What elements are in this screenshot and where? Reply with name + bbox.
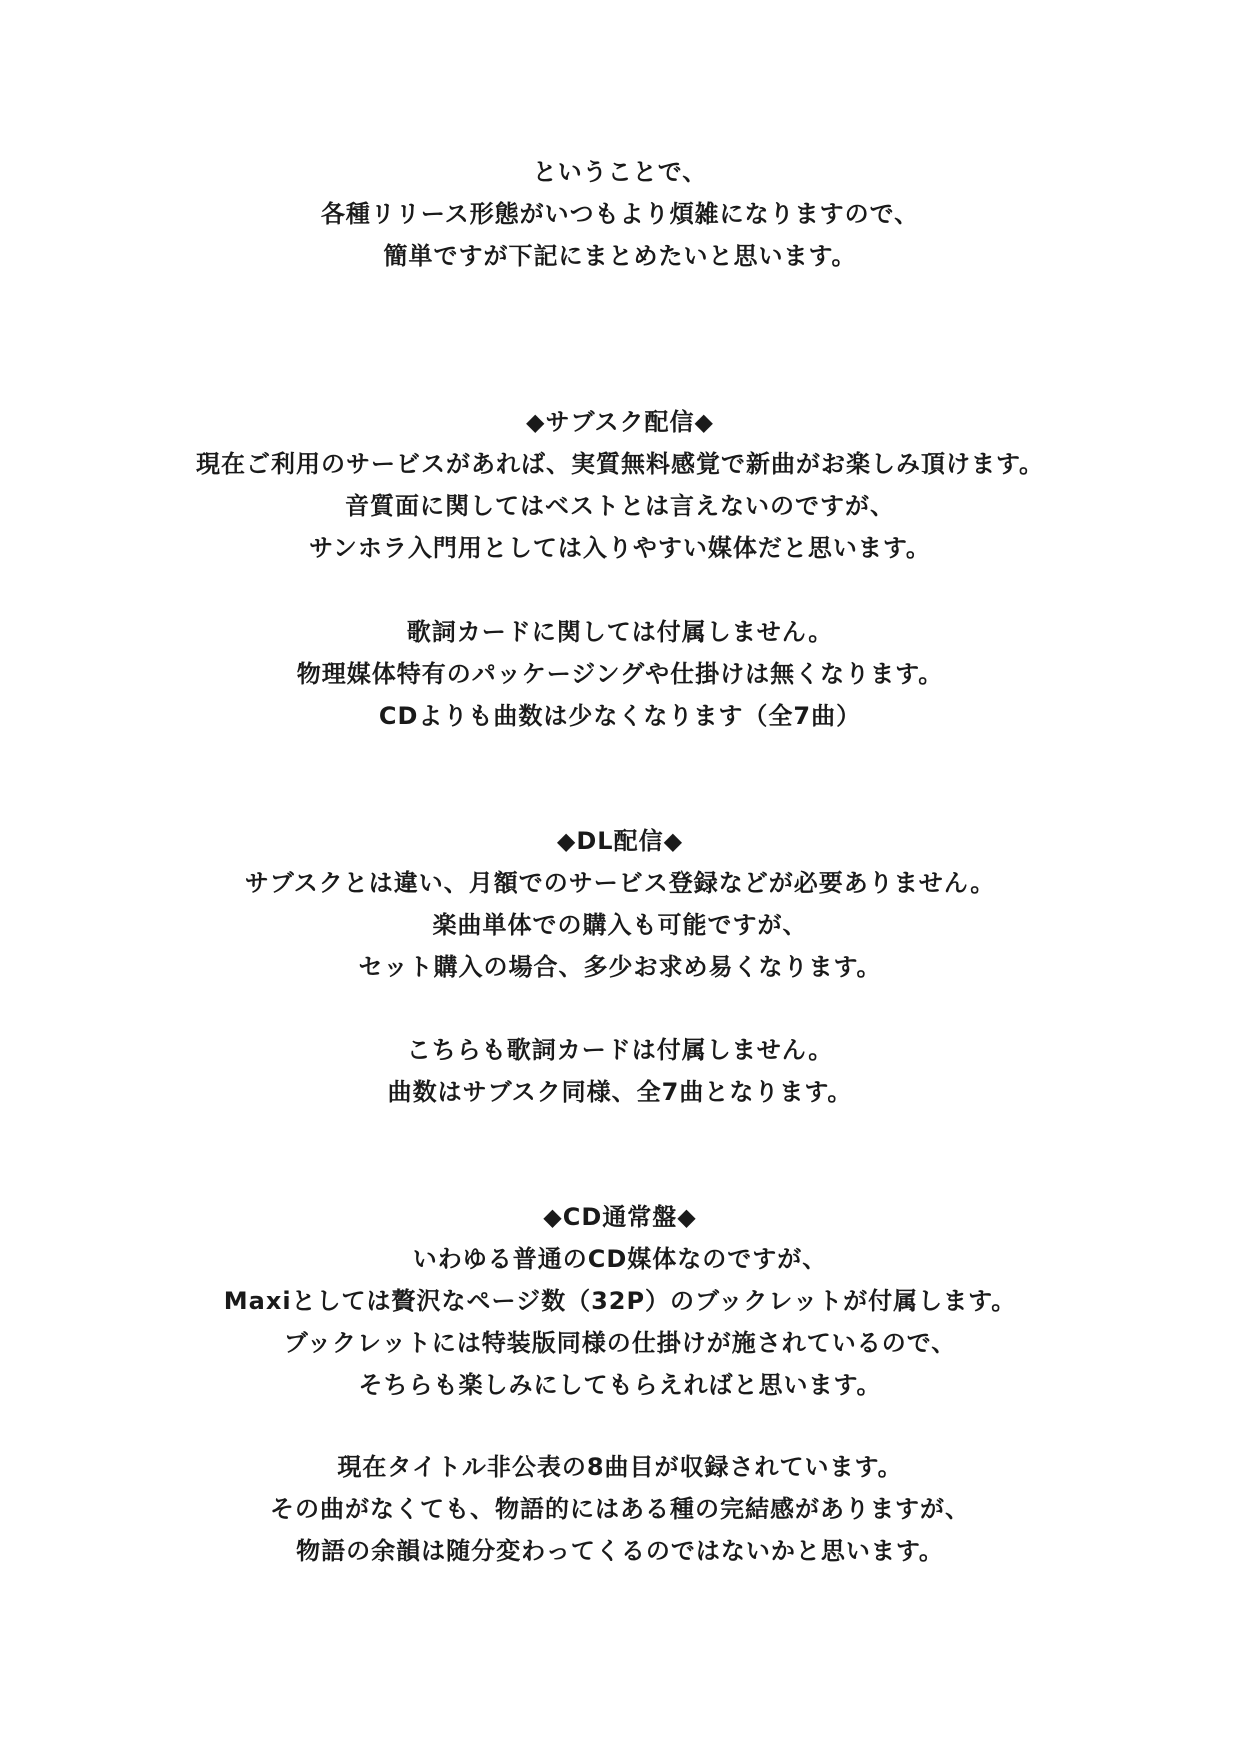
- download-note-line: 曲数はサブスク同様、全7曲となります。: [387, 1078, 853, 1106]
- subscription-line: サンホラ入門用としては入りやすい媒体だと思います。: [309, 534, 931, 562]
- subscription-note-line: 物理媒体特有のパッケージングや仕掛けは無くなります。: [296, 660, 944, 688]
- intro-line: 各種リリース形態がいつもより煩雑になりますので、: [320, 200, 920, 228]
- cd-line: ブックレットには特装版同様の仕掛けが施されているので、: [283, 1329, 957, 1357]
- intro-block: [0, 151, 1240, 277]
- cd-line: Maxiとしては贅沢なページ数（32P）のブックレットが付属します。: [223, 1287, 1017, 1315]
- download-notes: [0, 1029, 1240, 1113]
- subscription-note-line: CDよりも曲数は少なくなります（全7曲）: [378, 702, 862, 730]
- cd-heading: ◆CD通常盤◆: [543, 1203, 697, 1231]
- subscription-heading: ◆サブスク配信◆: [526, 408, 714, 436]
- subscription-line: 音質面に関してはベストとは言えないのですが、: [345, 492, 895, 520]
- download-note-line: こちらも歌詞カードは付属しません。: [406, 1036, 834, 1064]
- cd-notes: [0, 1446, 1240, 1572]
- download-section: [0, 820, 1240, 988]
- cd-section: [0, 1196, 1240, 1406]
- cd-line: そちらも楽しみにしてもらえればと思います。: [358, 1371, 882, 1399]
- intro-line: 簡単ですが下記にまとめたいと思います。: [383, 242, 857, 270]
- cd-line: いわゆる普通のCD媒体なのですが、: [412, 1245, 828, 1273]
- cd-note-line: その曲がなくても、物語的にはある種の完結感がありますが、: [270, 1495, 970, 1523]
- download-line: セット購入の場合、多少お求め易くなります。: [358, 953, 882, 981]
- subscription-note-line: 歌詞カードに関しては付属しません。: [406, 618, 834, 646]
- intro-line: ということで、: [532, 158, 708, 186]
- download-heading: ◆DL配信◆: [556, 827, 684, 855]
- subscription-section: [0, 401, 1240, 569]
- cd-note-line: 物語の余韻は随分変わってくるのではないかと思います。: [296, 1537, 944, 1565]
- cd-note-line: 現在タイトル非公表の8曲目が収録されています。: [337, 1453, 903, 1481]
- subscription-line: 現在ご利用のサービスがあれば、実質無料感覚で新曲がお楽しみ頂けます。: [195, 450, 1045, 478]
- download-line: サブスクとは違い、月額でのサービス登録などが必要ありません。: [244, 869, 996, 897]
- download-line: 楽曲単体での購入も可能ですが、: [432, 911, 808, 939]
- subscription-notes: [0, 611, 1240, 737]
